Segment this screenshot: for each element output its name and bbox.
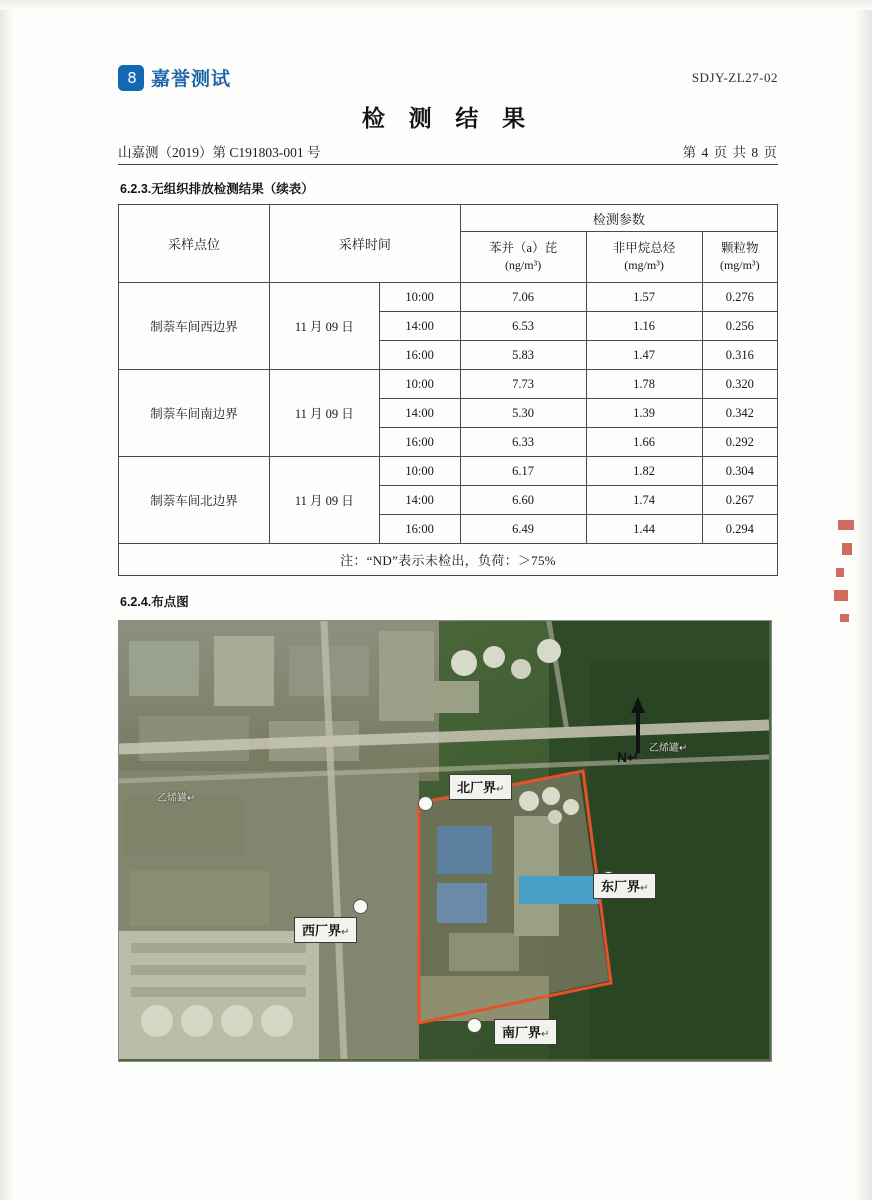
group-0-date: 11 月 09 日 [270,283,380,370]
header-param-group: 检测参数 [460,205,777,232]
section-623-title: 6.2.3.无组织排放检测结果（续表） [120,182,314,196]
group-1-row-0-val-0: 7.73 [460,370,586,399]
map-label-north [449,774,512,800]
group-1-row-0-val-2: 0.320 [702,370,777,399]
header-param-1-name: 非甲烷总烃 [612,241,676,256]
document-header [118,58,778,98]
header-param-2-name: 颗粒物 [721,241,759,256]
report-meta-row [118,141,778,165]
group-0-row-0-val-1: 1.57 [586,283,702,312]
group-0-row-1-val-0: 6.53 [460,312,586,341]
page-title: 检 测 结 果 [361,106,535,131]
group-1-row-2-time: 16:00 [379,428,460,457]
group-0-row-1-time: 14:00 [379,312,460,341]
map-label-south [494,1019,557,1045]
group-1-row-0-time: 10:00 [379,370,460,399]
group-0-row-1-val-1: 1.16 [586,312,702,341]
emissions-results-table [118,204,778,576]
group-2-row-1-time: 14:00 [379,486,460,515]
header-param-2-unit: (mg/m³) [719,258,760,273]
map-annotation-0: 乙烯罐↵ [157,793,196,804]
sampling-dot-west [353,899,368,914]
report-number: 山嘉测（2019）第 C191803-001 号 [118,145,321,160]
map-label-north-mark: ↵ [496,784,505,795]
map-label-west-text: 西厂界 [302,923,342,938]
group-0-row-0-val-0: 7.06 [460,283,586,312]
group-0-point: 制萘车间西边界 [119,283,270,370]
group-1-point: 制萘车间南边界 [119,370,270,457]
sampling-dot-south [467,1018,482,1033]
header-param-0-name: 苯并（a）芘 [489,241,558,256]
page-number: 第 4 页 共 8 页 [682,145,778,160]
map-label-north-text: 北厂界 [457,780,497,795]
page-content [118,58,778,1062]
map-label-east [593,873,656,899]
group-2-row-1-val-0: 6.60 [460,486,586,515]
group-0-row-0-val-2: 0.276 [702,283,777,312]
table-header-row-1 [119,205,778,232]
group-0-row-0-time: 10:00 [379,283,460,312]
header-param-0 [460,232,586,283]
group-2-row-2-val-2: 0.294 [702,515,777,544]
group-1-row-2-val-0: 6.33 [460,428,586,457]
group-2-row-1-val-1: 1.74 [586,486,702,515]
red-ink-marks [832,520,858,680]
header-param-1 [586,232,702,283]
table-row [119,457,778,486]
map-label-south-text: 南厂界 [502,1025,542,1040]
group-1-row-2-val-1: 1.66 [586,428,702,457]
group-1-row-2-val-2: 0.292 [702,428,777,457]
compass-north-icon: N↵ [617,749,639,765]
group-2-row-0-time: 10:00 [379,457,460,486]
company-name: 嘉誉测试 [151,69,232,90]
header-sampling-point: 采样点位 [119,205,270,283]
sampling-dot-north [418,796,433,811]
group-1-row-0-val-1: 1.78 [586,370,702,399]
group-0-row-2-val-1: 1.47 [586,341,702,370]
scan-edge-top [0,0,872,10]
group-2-row-1-val-2: 0.267 [702,486,777,515]
group-1-row-1-val-2: 0.342 [702,399,777,428]
group-0-row-2-val-2: 0.316 [702,341,777,370]
header-sampling-time: 采样时间 [270,205,461,283]
group-0-row-2-time: 16:00 [379,341,460,370]
map-label-east-text: 东厂界 [601,879,641,894]
group-2-row-0-val-1: 1.82 [586,457,702,486]
map-label-west [294,917,357,943]
header-param-0-unit: (ng/m³) [504,258,542,273]
group-2-row-2-val-0: 6.49 [460,515,586,544]
group-2-row-0-val-0: 6.17 [460,457,586,486]
table-note-row [119,544,778,576]
map-label-west-mark: ↵ [341,927,350,938]
group-1-row-1-time: 14:00 [379,399,460,428]
table-note: 注：“ND”表示未检出，负荷：＞75% [119,544,778,576]
group-2-row-2-time: 16:00 [379,515,460,544]
map-annotation-1: 乙烯罐↵ [649,743,688,754]
table-row [119,283,778,312]
scan-edge-left [0,0,14,1200]
map-label-south-mark: ↵ [541,1029,550,1040]
section-624-title: 6.2.4.布点图 [120,595,189,609]
group-2-date: 11 月 09 日 [270,457,380,544]
brand-logo-icon: 8 [118,65,144,91]
map-image [119,621,769,1059]
brand-lockup [118,64,231,91]
site-layout-map [118,620,772,1062]
group-1-row-1-val-0: 5.30 [460,399,586,428]
group-2-row-0-val-2: 0.304 [702,457,777,486]
header-param-1-unit: (mg/m³) [624,258,664,273]
table-row [119,370,778,399]
group-2-point: 制萘车间北边界 [119,457,270,544]
header-param-2 [702,232,777,283]
group-1-row-1-val-1: 1.39 [586,399,702,428]
group-1-date: 11 月 09 日 [270,370,380,457]
group-0-row-2-val-0: 5.83 [460,341,586,370]
document-code: SDJY-ZL27-02 [691,70,778,85]
map-label-east-mark: ↵ [640,883,649,894]
group-0-row-1-val-2: 0.256 [702,312,777,341]
group-2-row-2-val-1: 1.44 [586,515,702,544]
